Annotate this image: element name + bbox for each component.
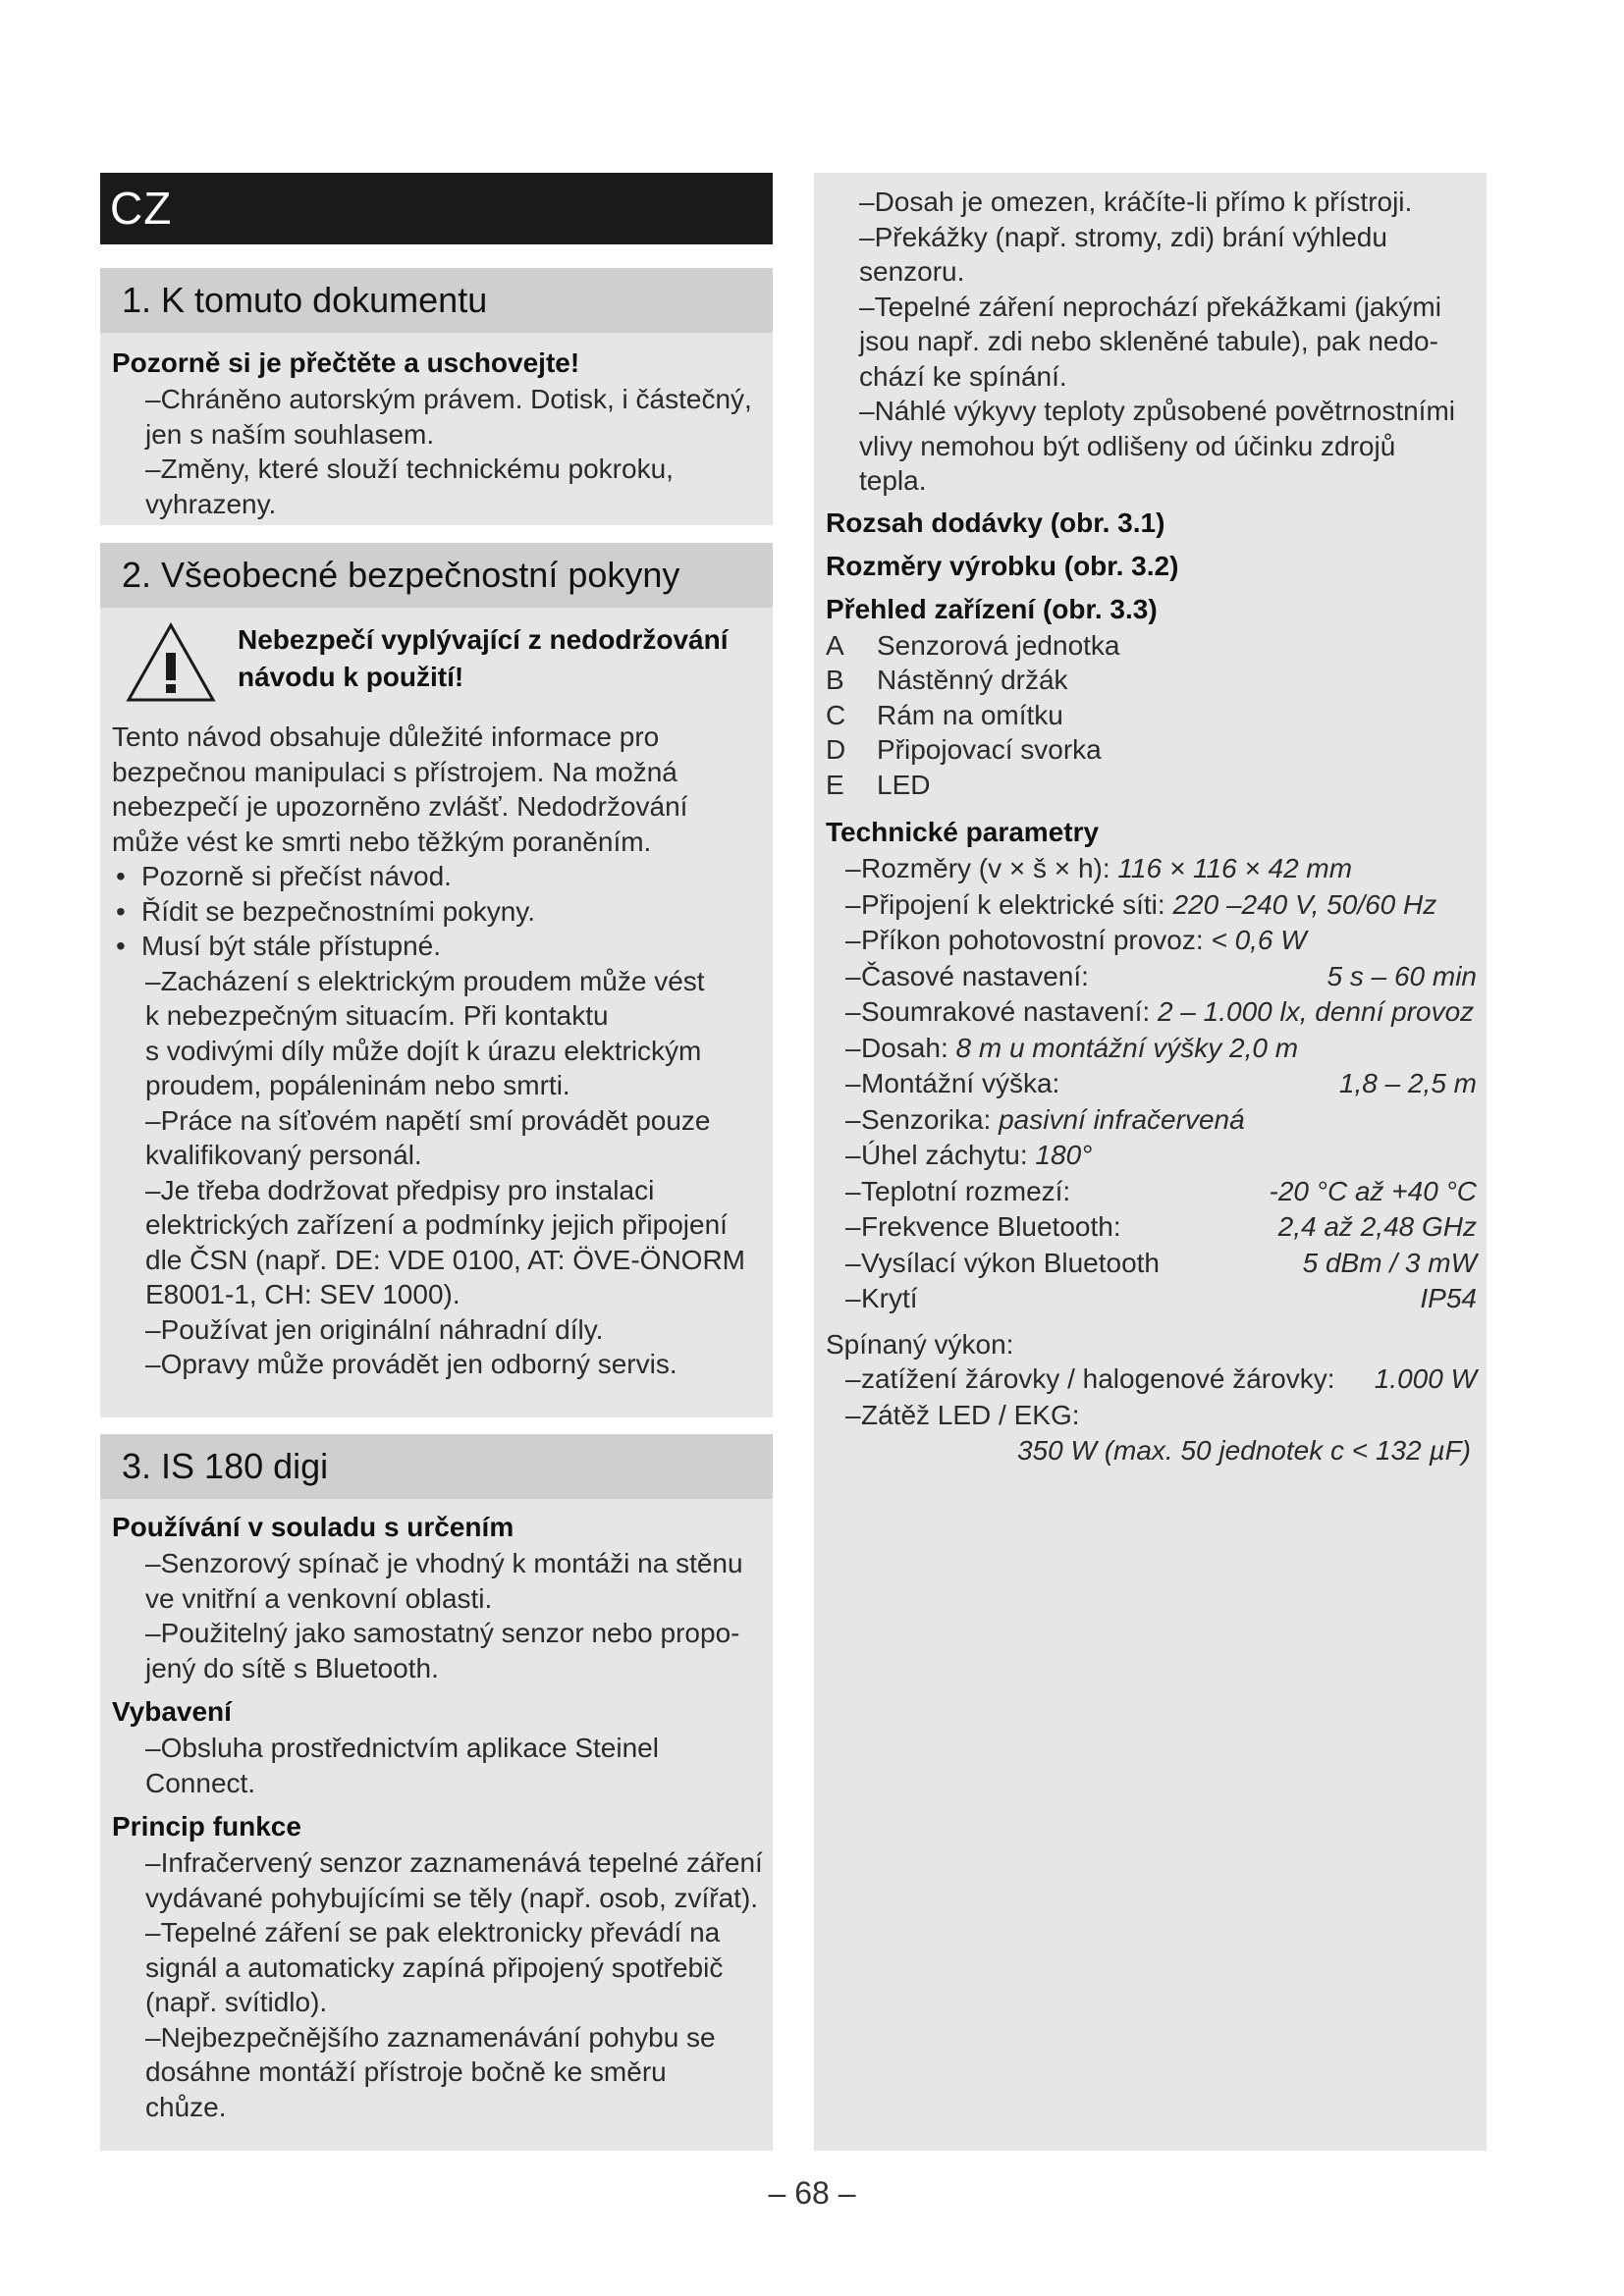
tech-row [826,959,1477,995]
list-item [112,1616,763,1685]
list-item-line: chůze. [145,2091,227,2122]
list-item-line: jený do sítě s Bluetooth. [145,1652,439,1683]
tech-label: Montážní výška: [861,1068,1060,1098]
list-item-line: –Infračervený senzor zaznamenává tepelné záření [145,1847,763,1878]
section-3-title: 3. IS 180 digi [100,1434,773,1499]
bullet-dot: • [116,895,126,927]
list-item-line: –Senzorový spínač je vhodný k montáži na stěnu [145,1548,743,1578]
list-item [112,964,763,1103]
tech-label: Připojení k elektrické síti: [861,888,1173,920]
list-item-line: kvalifikovaný personál. [145,1140,422,1170]
switch-dash: – [845,1363,861,1394]
overview-item [826,698,1477,733]
tech-value: 180° [1035,1140,1093,1170]
list-item-line: –Změny, které slouží technickému pokroku, [145,454,674,484]
list-item [112,1731,763,1800]
switch-label: Zátěž LED / EKG: [861,1399,1080,1430]
list-item-line: –Nejbezpečnějšího zaznamenávání pohybu se [145,2021,716,2053]
tech-dash: – [845,960,861,991]
tech-dash: – [845,853,861,883]
tech-value: 116 × 116 × 42 mm [1117,853,1353,883]
tech-label: Dosah: [861,1032,956,1063]
list-item [826,394,1477,499]
tech-row [826,923,1477,959]
tech-row [826,1138,1477,1174]
tech-label: Rozměry (v × š × h): [861,853,1118,883]
list-item-line: –Používat jen originální náhradní díly. [145,1313,604,1345]
list-item-line: senzoru. [859,256,965,287]
list-item [112,1546,763,1616]
list-item-line: dosáhne montáží přístroje bočně ke směru [145,2056,667,2087]
overview-value: Nástěnný držák [877,665,1068,695]
list-item-line: –Dosah je omezen, kráčíte-li přímo k přístroji. [859,187,1413,217]
tech-value: pasivní infračervená [999,1103,1245,1135]
overview-item [826,732,1477,768]
tech-value-right: 2,4 až 2,48 GHz [1277,1211,1477,1242]
list-item [112,1312,763,1348]
section-3-panel [100,1434,773,2151]
list-item-line: –Je třeba dodržovat předpisy pro instalaci [145,1174,655,1205]
list-item-line: –Chráněno autorským právem. Dotisk, i částečný, [145,384,752,414]
tech-row [826,1102,1477,1139]
tech-value: 8 m u montážní výšky 2,0 m [955,1032,1299,1063]
tech-row [826,994,1477,1031]
list-item [112,452,763,521]
tech-label: Soumrakové nastavení: [861,996,1158,1027]
tech-value-right: 5 s – 60 min [1326,960,1477,991]
tech-dash: – [845,1068,861,1098]
switch-label: zatížení žárovky / halogenové žárovky: [861,1363,1335,1394]
tech-row [826,1281,1477,1317]
bullet-dot: • [116,931,126,961]
tech-label: Časové nastavení: [861,960,1089,991]
warning-line: Nebezpečí vyplývající z nedodržování [238,624,729,655]
tech-title: Technické parametry [826,817,1100,847]
warning-triangle-icon [126,621,216,704]
switch-dash: – [845,1399,861,1430]
list-item-line: –Zacházení s elektrickým proudem může vést [145,965,705,996]
tech-value: 220 –240 V, 50/60 Hz [1172,888,1437,920]
list-item [112,1173,763,1312]
overview-title: Přehled zařízení (obr. 3.3) [826,593,1158,624]
group-subtitle: Princip funkce [112,1811,301,1842]
list-item-line: jen s naším souhlasem. [145,418,435,450]
overview-value: Senzorová jednotka [877,629,1120,661]
list-item-line: –Tepelné záření neprochází překážkami (jakými [859,291,1441,322]
section-2-title: 2. Všeobecné bezpečnostní pokyny [100,543,773,608]
list-item-line: k nebezpečným situacím. Při kontaktu [145,1000,609,1031]
list-item-line: s vodivými díly může dojít k úrazu elektrickým [145,1035,702,1066]
list-item [112,1845,763,1915]
tech-label: Senzorika: [861,1103,1000,1135]
list-item-line: (např. svítidlo). [145,1987,328,2017]
group-items [112,1845,763,2124]
intro-line: nebezpečí je upozorněno zvlášť. Nedodržování [112,791,688,822]
tech-dash: – [845,1211,861,1242]
intro-line: bezpečnou manipulaci s přístrojem. Na možná [112,756,677,787]
list-item [826,220,1477,290]
list-item-line: vyhrazeny. [145,488,277,519]
tech-label: Úhel záchytu: [861,1140,1036,1170]
switch-row [826,1362,1477,1398]
tech-value: 2 – 1.000 lx, denní provoz [1157,996,1475,1027]
switch-row [826,1398,1477,1434]
bullet-text: Musí být stále přístupné. [141,931,442,961]
tech-row [826,851,1477,887]
scope-title: Rozsah dodávky (obr. 3.1) [826,507,1165,538]
tech-label: Frekvence Bluetooth: [861,1211,1121,1242]
tech-label: Teplotní rozmezí: [861,1175,1071,1206]
tech-row [826,1246,1477,1282]
list-item-line: ve vnitřní a venkovní oblasti. [145,1582,493,1614]
tech-row [826,1209,1477,1246]
tech-value-right: IP54 [1420,1283,1477,1313]
tech-dash: – [845,1175,861,1206]
overview-item [826,628,1477,664]
list-item-line: –Opravy může provádět jen odborný servis. [145,1349,677,1379]
group-subtitle: Používání v souladu s určením [112,1512,514,1542]
tech-dash: – [845,925,861,955]
right-panel [814,173,1487,2151]
list-item [112,1915,763,2020]
list-item-line: –Práce na síťovém napětí smí provádět pouze [145,1104,711,1136]
list-item-line: –Obsluha prostřednictvím aplikace Steinel [145,1733,659,1763]
list-item-line: –Náhlé výkyvy teploty způsobené povětrnostními [859,396,1455,426]
intro-line: může vést ke smrti nebo těžkým poraněním. [112,826,652,857]
bullet-item [112,894,763,930]
overview-key: E [826,769,844,800]
dimensions-title: Rozměry výrobku (obr. 3.2) [826,550,1179,581]
overview-key: D [826,734,846,765]
list-item-line: –Tepelné záření se pak elektronicky převádí na [145,1917,721,1948]
tech-row [826,887,1477,924]
bullet-text: Pozorně si přečíst návod. [141,861,452,891]
switch-value: 1.000 W [1374,1363,1477,1394]
tech-dash: – [845,1283,861,1313]
tech-value: < 0,6 W [1211,925,1307,955]
list-item-line: elektrických zařízení a podmínky jejich připojení [145,1209,728,1240]
overview-key: C [826,699,846,730]
list-item-line: signál a automaticky zapíná připojený spotřebič [145,1951,724,1983]
list-item [112,382,763,452]
list-item [112,1347,763,1382]
tech-dash: – [845,1247,861,1278]
list-item [826,185,1477,220]
section-1-panel [100,268,773,525]
list-item [112,2020,763,2125]
group-items [112,1731,763,1800]
list-item-line: –Použitelný jako samostatný senzor nebo propo- [145,1618,740,1648]
overview-item [826,768,1477,803]
section-2-panel [100,543,773,1417]
bullet-dot: • [116,861,126,891]
language-label: CZ [100,173,773,244]
tech-label: Vysílací výkon Bluetooth [861,1247,1161,1278]
tech-dash: – [845,888,861,920]
switch-title: Spínaný výkon: [826,1328,1014,1360]
list-item [826,290,1477,395]
tech-value-right: 1,8 – 2,5 m [1338,1068,1477,1098]
list-item-line: dle ČSN (např. DE: VDE 0100, AT: ÖVE-ÖNORM [145,1244,746,1275]
tech-dash: – [845,996,861,1027]
tech-dash: – [845,1103,861,1135]
bullet-item [112,929,763,964]
group-subtitle: Vybavení [112,1696,232,1727]
section-1-title: 1. K tomuto dokumentu [100,268,773,333]
overview-key: A [826,629,844,661]
tech-value-right: -20 °C až +40 °C [1269,1175,1477,1206]
overview-item [826,663,1477,698]
tech-row [826,1066,1477,1102]
intro-line: Tento návod obsahuje důležité informace pro [112,721,660,752]
warning-line: návodu k použití! [238,662,464,692]
tech-dash: – [845,1140,861,1170]
tech-value-right: 5 dBm / 3 mW [1302,1247,1477,1278]
overview-value: Rám na omítku [877,699,1063,730]
switch-extra: 350 W (max. 50 jednotek c < 132 µF) [1016,1435,1471,1466]
list-item-line: vydávané pohybujícími se těly (např. osob, zvířat). [145,1882,759,1913]
list-item-line: Connect. [145,1767,256,1798]
list-item [112,1103,763,1173]
page-number: – 68 – [768,2175,856,2211]
section-1-subtitle: Pozorně si je přečtěte a uschovejte! [112,347,580,378]
bullet-text: Řídit se bezpečnostními pokyny. [141,895,536,927]
list-item-line: E8001-1, CH: SEV 1000). [145,1279,460,1309]
list-item-line: proudem, popáleninám nebo smrti. [145,1070,570,1100]
list-item-line: tepla. [859,465,927,496]
tech-dash: – [845,1032,861,1063]
overview-value: Připojovací svorka [877,734,1102,765]
tech-label: Příkon pohotovostní provoz: [861,925,1212,955]
warning-box [112,621,763,704]
list-item-line: jsou např. zdi nebo skleněné tabule), pak nedo- [859,326,1438,356]
tech-row [826,1174,1477,1210]
list-item-line: –Překážky (např. stromy, zdi) brání výhledu [859,221,1387,252]
list-item-line: chází ke spínání. [859,360,1067,392]
group-items [112,1546,763,1685]
overview-value: LED [877,769,931,800]
list-item-line: vlivy nemohou být odlišeny od účinku zdrojů [859,430,1396,461]
tech-row [826,1031,1477,1067]
bullet-item [112,859,763,894]
overview-key: B [826,665,844,695]
tech-label: Krytí [861,1283,918,1313]
